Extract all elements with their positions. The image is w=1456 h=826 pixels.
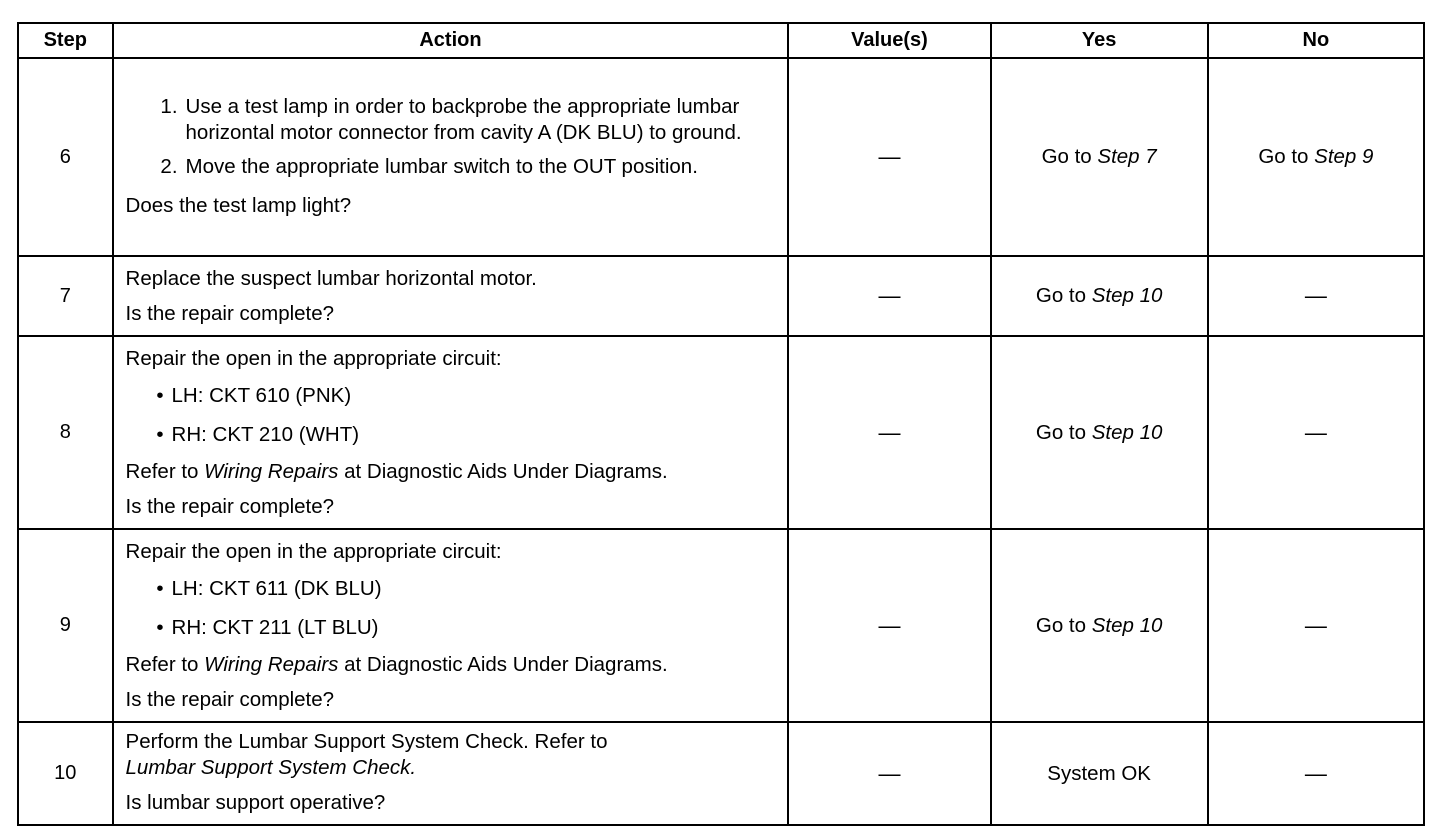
yes-cell (991, 58, 1208, 256)
step-link[interactable]: Step 7 (1097, 145, 1157, 168)
question-text: Is the repair complete? (125, 495, 335, 518)
system-check-link[interactable]: Lumbar Support System Check. (125, 756, 417, 779)
step-link[interactable]: Step 9 (1314, 145, 1374, 168)
action-text: Replace the suspect lumbar horizontal motor. (125, 267, 537, 290)
header-values: Value(s) (788, 23, 990, 58)
bullet-icon: • (156, 616, 164, 639)
bullet-icon: • (156, 384, 164, 407)
list-item (126, 94, 780, 146)
wiring-repairs-link[interactable]: Wiring Repairs (204, 653, 339, 676)
bullet-item (126, 575, 780, 602)
refer-suffix: at Diagnostic Aids Under Diagrams. (338, 460, 668, 483)
no-cell: — (1208, 336, 1424, 529)
question-text: Is the repair complete? (125, 302, 335, 325)
bullet-icon: • (156, 577, 164, 600)
table-row-step-8 (18, 336, 1424, 529)
no-cell: — (1208, 256, 1424, 336)
list-text: Move the appropriate lumbar switch to the OUT position. (185, 154, 698, 178)
yes-prefix: Go to (1041, 145, 1098, 168)
step-number: 6 (18, 58, 113, 256)
header-no: No (1208, 23, 1424, 58)
diagnostic-table (17, 22, 1425, 826)
list-text: Use a test lamp in order to backprobe the appropriate lumbar horizontal motor connector from cavity A (DK BLU) to ground. (185, 94, 742, 144)
numbered-list (126, 94, 780, 188)
step-number: 10 (18, 722, 113, 825)
action-cell (113, 336, 789, 529)
table-row-step-7 (18, 256, 1424, 336)
header-yes: Yes (991, 23, 1208, 58)
bullet-text: RH: CKT 210 (WHT) (171, 423, 360, 446)
step-number: 9 (18, 529, 113, 722)
no-cell: — (1208, 722, 1424, 825)
no-cell (1208, 58, 1424, 256)
bullet-icon: • (156, 423, 164, 446)
bullet-text: LH: CKT 611 (DK BLU) (171, 577, 382, 600)
action-line: Perform the Lumbar Support System Check. Refer to (125, 730, 608, 753)
action-cell (113, 256, 789, 336)
question-text: Is lumbar support operative? (125, 791, 386, 814)
header-step: Step (18, 23, 113, 58)
yes-cell: System OK (991, 722, 1208, 825)
header-action: Action (113, 23, 789, 58)
no-prefix: Go to (1258, 145, 1315, 168)
yes-prefix: Go to (1035, 284, 1092, 307)
bullet-item (126, 382, 780, 409)
value-cell: — (788, 722, 990, 825)
refer-text (126, 651, 780, 678)
value-cell: — (788, 529, 990, 722)
list-item (126, 154, 780, 180)
bullet-text: RH: CKT 211 (LT BLU) (171, 616, 379, 639)
step-number: 7 (18, 256, 113, 336)
table-row-step-10 (18, 722, 1424, 825)
refer-prefix: Refer to (125, 653, 205, 676)
refer-suffix: at Diagnostic Aids Under Diagrams. (338, 653, 668, 676)
action-cell (113, 58, 789, 256)
wiring-repairs-link[interactable]: Wiring Repairs (204, 460, 339, 483)
list-number: 1. (160, 94, 178, 118)
bullet-item (126, 614, 780, 641)
yes-cell (991, 336, 1208, 529)
table-row-step-6 (18, 58, 1424, 256)
value-cell: — (788, 58, 990, 256)
header-row (18, 23, 1424, 58)
value-cell: — (788, 256, 990, 336)
action-cell (113, 529, 789, 722)
list-number: 2. (160, 154, 178, 178)
step-number: 8 (18, 336, 113, 529)
yes-prefix: Go to (1035, 613, 1092, 637)
question-text: Is the repair complete? (125, 688, 335, 711)
step-link[interactable]: Step 10 (1091, 613, 1163, 637)
bullet-text: LH: CKT 610 (PNK) (171, 384, 352, 407)
value-cell: — (788, 336, 990, 529)
action-intro: Repair the open in the appropriate circuit: (125, 540, 502, 563)
refer-prefix: Refer to (125, 460, 205, 483)
step-link[interactable]: Step 10 (1091, 420, 1163, 444)
action-cell (113, 722, 789, 825)
action-text (126, 729, 780, 781)
question-text: Does the test lamp light? (125, 193, 352, 217)
no-cell: — (1208, 529, 1424, 722)
action-intro: Repair the open in the appropriate circuit: (125, 347, 502, 370)
table-row-step-9 (18, 529, 1424, 722)
yes-cell (991, 529, 1208, 722)
yes-cell (991, 256, 1208, 336)
bullet-item (126, 421, 780, 448)
yes-prefix: Go to (1035, 420, 1092, 444)
refer-text (126, 458, 780, 485)
step-link[interactable]: Step 10 (1091, 284, 1163, 307)
